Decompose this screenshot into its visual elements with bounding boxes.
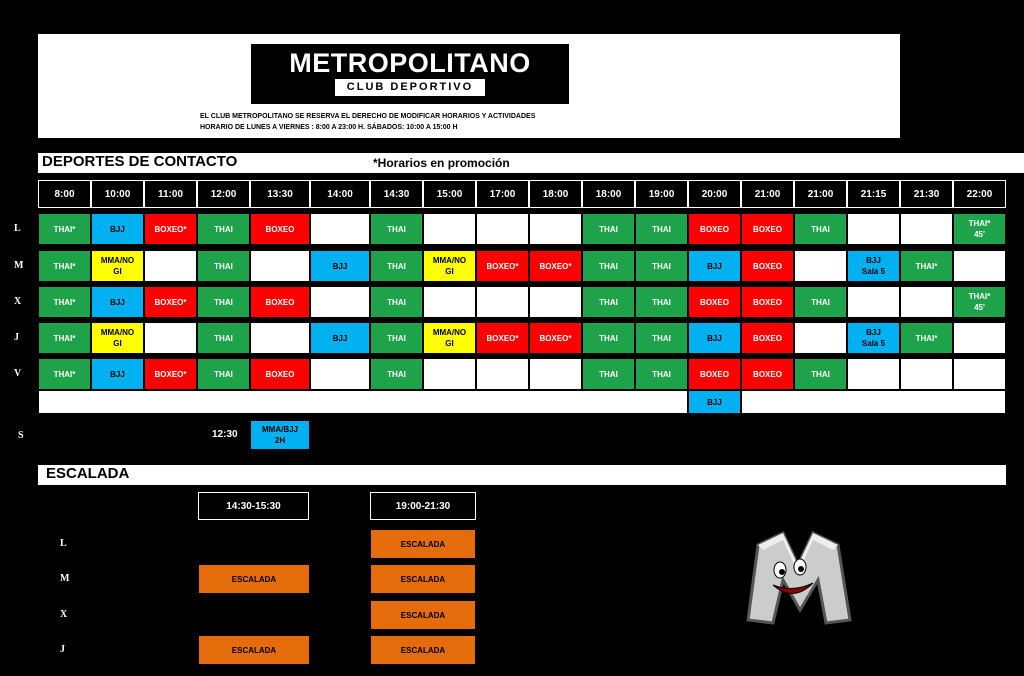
class-slot[interactable]: THAI* [38, 250, 91, 282]
time-header-cell: 15:00 [423, 180, 476, 208]
class-slot[interactable]: THAI [197, 322, 250, 354]
escalada-slot[interactable]: ESCALADA [370, 600, 476, 630]
class-slot[interactable]: BOXEO [741, 358, 794, 390]
class-slot[interactable]: BJJ [91, 358, 144, 390]
class-slot[interactable]: BOXEO [250, 286, 310, 318]
time-header-cell: 14:00 [310, 180, 370, 208]
empty-slot [847, 358, 900, 390]
class-slot[interactable]: THAI [635, 213, 688, 245]
logo-title: METROPOLITANO [289, 48, 531, 78]
day-label: V [14, 368, 22, 379]
time-header-cell: 12:00 [197, 180, 250, 208]
empty-slot [529, 286, 582, 318]
time-header-cell: 19:00 [635, 180, 688, 208]
escalada-time-2: 19:00-21:30 [370, 492, 476, 520]
class-slot[interactable]: THAI [370, 213, 423, 245]
class-slot[interactable]: MMA/NO GI [91, 322, 144, 354]
time-header-cell: 18:00 [529, 180, 582, 208]
day-label: L [60, 538, 67, 549]
empty-slot [847, 286, 900, 318]
logo-subtitle: CLUB DEPORTIVO [335, 79, 485, 96]
empty-slot [900, 286, 953, 318]
class-slot[interactable]: BOXEO* [529, 322, 582, 354]
contacto-title: DEPORTES DE CONTACTO [42, 153, 238, 170]
class-slot[interactable]: THAI* [900, 322, 953, 354]
class-slot[interactable]: BOXEO [688, 358, 741, 390]
class-slot[interactable]: BJJ Sala 5 [847, 250, 900, 282]
empty-slot [847, 213, 900, 245]
day-label: J [60, 644, 65, 655]
empty-slot [476, 358, 529, 390]
time-header-cell: 21:00 [794, 180, 847, 208]
escalada-title: ESCALADA [46, 465, 130, 482]
empty-slot [423, 358, 476, 390]
empty-slot [423, 286, 476, 318]
escalada-section-bar [38, 465, 1006, 485]
empty-slot [529, 358, 582, 390]
extra-row [38, 390, 688, 414]
class-slot[interactable]: BJJ [688, 250, 741, 282]
class-slot[interactable]: THAI [197, 213, 250, 245]
empty-slot [250, 322, 310, 354]
class-slot[interactable]: THAI [370, 322, 423, 354]
empty-slot [476, 213, 529, 245]
class-slot[interactable]: THAI [370, 358, 423, 390]
empty-slot [529, 213, 582, 245]
day-label: M [14, 260, 24, 271]
class-slot[interactable]: BOXEO [741, 286, 794, 318]
class-slot[interactable]: THAI [197, 286, 250, 318]
class-slot[interactable]: BOXEO* [144, 213, 197, 245]
day-label: S [18, 430, 24, 441]
class-slot[interactable]: THAI [635, 358, 688, 390]
time-header-cell: 11:00 [144, 180, 197, 208]
time-header-cell: 13:30 [250, 180, 310, 208]
day-label: J [14, 332, 19, 343]
class-slot[interactable]: THAI [794, 286, 847, 318]
time-header-cell: 8:00 [38, 180, 91, 208]
escalada-slot[interactable]: ESCALADA [198, 635, 310, 665]
class-slot[interactable]: BJJ Sala 5 [847, 322, 900, 354]
notice-hours: HORARIO DE LUNES A VIERNES : 8:00 A 23:00 H. SÁBADOS: 10:00 A 15:00 H [200, 124, 458, 131]
class-slot[interactable]: BOXEO [688, 286, 741, 318]
class-slot[interactable]: THAI* [38, 358, 91, 390]
time-header-cell: 10:00 [91, 180, 144, 208]
class-slot[interactable]: MMA/NO GI [423, 322, 476, 354]
class-slot[interactable]: BOXEO [250, 358, 310, 390]
class-slot[interactable]: MMA/NO GI [423, 250, 476, 282]
class-slot[interactable]: THAI [582, 213, 635, 245]
class-slot[interactable]: THAI [197, 250, 250, 282]
class-slot[interactable]: BOXEO* [476, 322, 529, 354]
class-slot[interactable]: THAI [635, 250, 688, 282]
saturday-time: 12:30 [212, 429, 238, 440]
class-slot[interactable]: BJJ [310, 322, 370, 354]
class-slot[interactable]: THAI [370, 286, 423, 318]
empty-slot [953, 322, 1006, 354]
time-header-cell: 20:00 [688, 180, 741, 208]
promo-note: *Horarios en promoción [373, 156, 510, 170]
class-slot[interactable]: MMA/BJJ 2H [250, 420, 310, 450]
empty-slot [794, 250, 847, 282]
time-header-cell: 21:30 [900, 180, 953, 208]
day-label: L [14, 223, 21, 234]
class-slot[interactable]: BJJ [91, 213, 144, 245]
class-slot[interactable]: THAI [794, 358, 847, 390]
empty-slot [310, 213, 370, 245]
notice-rights: EL CLUB METROPOLITANO SE RESERVA EL DERECHO DE MODIFICAR HORARIOS Y ACTIVIDADES [200, 113, 536, 120]
class-slot[interactable]: BOXEO [741, 213, 794, 245]
mascot-m-icon [738, 525, 858, 635]
class-slot[interactable]: BOXEO [250, 213, 310, 245]
day-label: X [60, 609, 68, 620]
class-slot[interactable]: THAI [582, 286, 635, 318]
class-slot[interactable]: THAI [635, 286, 688, 318]
class-slot[interactable]: THAI* [38, 322, 91, 354]
escalada-slot[interactable]: ESCALADA [370, 564, 476, 594]
class-slot[interactable]: BJJ [91, 286, 144, 318]
empty-slot [900, 213, 953, 245]
class-slot[interactable]: THAI [197, 358, 250, 390]
club-logo [250, 43, 570, 105]
empty-slot [794, 322, 847, 354]
empty-slot [310, 358, 370, 390]
class-slot[interactable]: THAI [794, 213, 847, 245]
time-header-cell: 18:00 [582, 180, 635, 208]
class-slot[interactable]: BJJ [310, 250, 370, 282]
time-header-cell: 21:15 [847, 180, 900, 208]
escalada-time-1: 14:30-15:30 [198, 492, 309, 520]
class-slot[interactable]: THAI* 45' [953, 213, 1006, 245]
class-slot[interactable]: MMA/NO GI [91, 250, 144, 282]
escalada-slot[interactable]: ESCALADA [198, 564, 310, 594]
class-slot[interactable]: THAI [582, 358, 635, 390]
time-header-cell: 14:30 [370, 180, 423, 208]
class-slot[interactable]: THAI [582, 322, 635, 354]
class-slot[interactable]: BOXEO* [476, 250, 529, 282]
day-label: M [60, 573, 70, 584]
escalada-slot[interactable]: ESCALADA [370, 529, 476, 559]
class-slot[interactable]: THAI* 45' [953, 286, 1006, 318]
class-slot[interactable]: BOXEO [741, 250, 794, 282]
time-header-cell: 22:00 [953, 180, 1006, 208]
day-label: X [14, 296, 22, 307]
time-header-cell: 17:00 [476, 180, 529, 208]
empty-slot [953, 250, 1006, 282]
class-slot[interactable]: BOXEO* [529, 250, 582, 282]
class-slot[interactable]: THAI* [38, 286, 91, 318]
time-header-cell: 21:00 [741, 180, 794, 208]
class-slot[interactable]: BOXEO [688, 213, 741, 245]
empty-slot [144, 322, 197, 354]
class-slot[interactable]: BOXEO* [144, 286, 197, 318]
empty-slot [310, 286, 370, 318]
class-slot[interactable]: THAI [582, 250, 635, 282]
empty-slot [250, 250, 310, 282]
extra-row [741, 390, 1006, 414]
empty-slot [144, 250, 197, 282]
empty-slot [900, 358, 953, 390]
class-slot[interactable]: THAI* [38, 213, 91, 245]
class-slot[interactable]: BOXEO [741, 322, 794, 354]
class-slot[interactable]: THAI* [900, 250, 953, 282]
class-slot[interactable]: BOXEO* [144, 358, 197, 390]
class-slot[interactable]: THAI [370, 250, 423, 282]
class-slot[interactable]: THAI [635, 322, 688, 354]
escalada-slot[interactable]: ESCALADA [370, 635, 476, 665]
class-slot[interactable]: BJJ [688, 390, 741, 414]
empty-slot [423, 213, 476, 245]
empty-slot [476, 286, 529, 318]
class-slot[interactable]: BJJ [688, 322, 741, 354]
empty-slot [953, 358, 1006, 390]
